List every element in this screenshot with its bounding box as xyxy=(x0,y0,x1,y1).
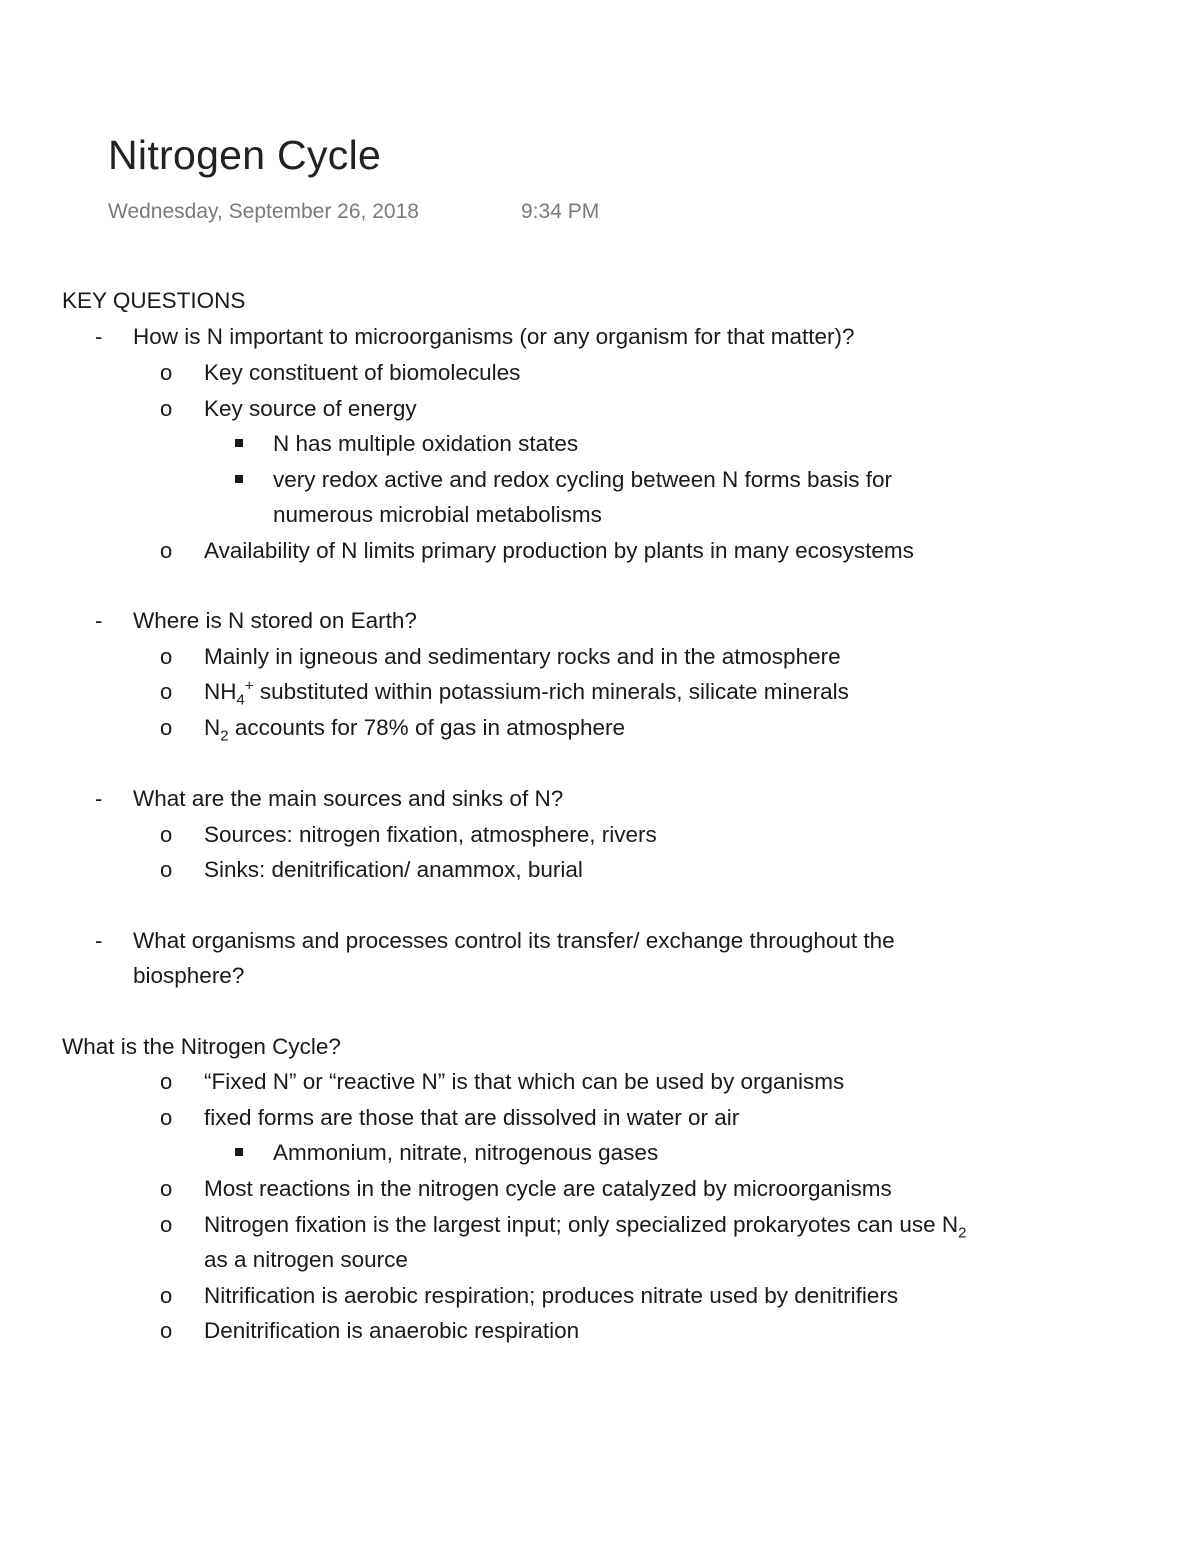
dash-bullet: - xyxy=(95,928,103,953)
q2-answer-3: $N_2$ accounts for 78% of gas in atmosphere xyxy=(204,715,626,745)
circle-bullet: o xyxy=(160,1069,173,1094)
q1-answer-2-sub-2-line-2: numerous microbial metabolisms xyxy=(273,502,602,527)
cycle-point-3: Most reactions in the nitrogen cycle are catalyzed by microorganisms xyxy=(204,1176,892,1201)
circle-bullet: o xyxy=(160,822,173,847)
cycle-point-2-sub-1: Ammonium, nitrate, nitrogenous gases xyxy=(273,1140,659,1165)
question-4-line-2: biosphere? xyxy=(133,963,245,988)
circle-bullet: o xyxy=(160,1212,173,1237)
square-bullet-icon xyxy=(235,1148,243,1156)
q3-answer-1: Sources: nitrogen fixation, atmosphere, rivers xyxy=(204,822,657,847)
question-4-line-1: What organisms and processes control its transfer/ exchange throughout the xyxy=(133,928,895,953)
cycle-point-1: “Fixed N” or “reactive N” is that which can be used by organisms xyxy=(204,1069,845,1094)
question-1: How is N important to microorganisms (or any organism for that matter)? xyxy=(133,324,855,349)
q3-answer-2: Sinks: denitrification/ anammox, burial xyxy=(204,857,583,882)
q1-answer-2-sub-1: N has multiple oxidation states xyxy=(273,431,579,456)
dash-bullet: - xyxy=(95,608,103,633)
square-bullet-icon xyxy=(235,439,243,447)
note-date: Wednesday, September 26, 2018 xyxy=(108,200,419,223)
circle-bullet: o xyxy=(160,360,173,385)
q2-answer-2: $NH_4^+$ substituted within potassium-rich minerals, silicate minerals xyxy=(204,677,849,709)
circle-bullet: o xyxy=(160,679,173,704)
cycle-heading: What is the Nitrogen Cycle? xyxy=(62,1034,341,1059)
circle-bullet: o xyxy=(160,1105,173,1130)
circle-bullet: o xyxy=(160,396,173,421)
q1-answer-1: Key constituent of biomolecules xyxy=(204,360,521,385)
dash-bullet: - xyxy=(95,786,103,811)
circle-bullet: o xyxy=(160,857,173,882)
q1-answer-3: Availability of N limits primary production by plants in many ecosystems xyxy=(204,538,914,563)
key-questions-heading: KEY QUESTIONS xyxy=(62,288,246,313)
q1-answer-2: Key source of energy xyxy=(204,396,417,421)
circle-bullet: o xyxy=(160,644,173,669)
square-bullet-icon xyxy=(235,475,243,483)
q2-answer-1: Mainly in igneous and sedimentary rocks and in the atmosphere xyxy=(204,644,841,669)
cycle-point-6: Denitrification is anaerobic respiration xyxy=(204,1318,580,1343)
note-time: 9:34 PM xyxy=(521,200,600,223)
circle-bullet: o xyxy=(160,1283,173,1308)
cycle-point-4-line-1: Nitrogen fixation is the largest input; only specialized prokaryotes can use $N_2$ xyxy=(204,1212,967,1242)
page-title: Nitrogen Cycle xyxy=(108,132,382,178)
question-2: Where is N stored on Earth? xyxy=(133,608,417,633)
circle-bullet: o xyxy=(160,538,173,563)
circle-bullet: o xyxy=(160,1176,173,1201)
question-3: What are the main sources and sinks of N? xyxy=(133,786,564,811)
q1-answer-2-sub-2-line-1: very redox active and redox cycling between N forms basis for xyxy=(273,467,893,492)
circle-bullet: o xyxy=(160,715,173,740)
cycle-point-5: Nitrification is aerobic respiration; produces nitrate used by denitrifiers xyxy=(204,1283,899,1308)
circle-bullet: o xyxy=(160,1318,173,1343)
cycle-point-4-line-2: as a nitrogen source xyxy=(204,1247,408,1272)
dash-bullet: - xyxy=(95,324,103,349)
cycle-point-2: fixed forms are those that are dissolved in water or air xyxy=(204,1105,740,1130)
